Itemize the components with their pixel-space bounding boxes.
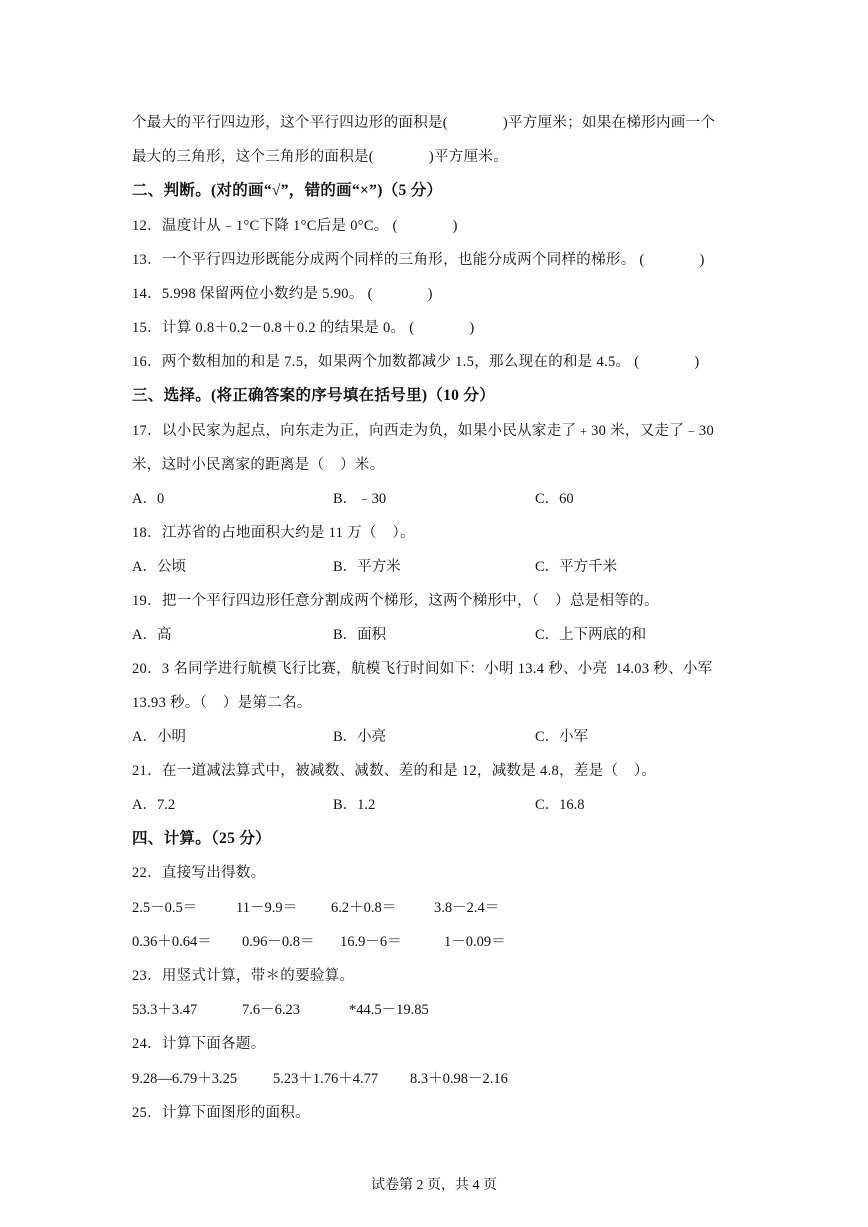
question-20-line2: 13.93 秒。（ ）是第二名。 [132,695,312,711]
q19-option-b: B．面积 [333,627,387,643]
question-25-title: 25．计算下面图形的面积。 [132,1105,310,1121]
q17-option-b: B．﹣30 [333,491,387,507]
q18-option-a: A．公顷 [132,559,186,575]
q21-option-b: B．1.2 [333,797,376,813]
question-12: 12．温度计从﹣1°C下降 1°C后是 0°C。 ( ) [132,218,458,234]
q24-expr: 8.3＋0.98－2.16 [410,1071,508,1087]
q18-option-c: C．平方千米 [535,559,618,575]
question-17-line2: 米，这时小民离家的距离是（ ）米。 [132,457,385,473]
q22-expr: 1－0.09＝ [444,934,506,950]
q24-expr: 9.28—6.79＋3.25 [132,1071,238,1087]
q22-expr: 16.9－6＝ [340,934,402,950]
question-18: 18．江苏省的占地面积大约是 11 万（ ）。 [132,525,415,541]
q18-option-b: B．平方米 [333,559,401,575]
q22-expr: 6.2＋0.8＝ [331,900,397,916]
q22-expr: 3.8－2.4＝ [434,900,500,916]
question-16: 16．两个数相加的和是 7.5，如果两个加数都减少 1.5，那么现在的和是 4.5。 ( ) [132,354,700,370]
section4-heading: 四、计算。（25 分） [132,830,271,847]
q19-option-c: C．上下两底的和 [535,627,647,643]
question-15: 15．计算 0.8＋0.2－0.8＋0.2 的结果是 0。 ( ) [132,320,475,336]
section2-heading: 二、判断。(对的画“√”，错的画“×”)（5 分） [132,182,443,199]
question-20-line1: 20．3 名同学进行航模飞行比赛，航模飞行时间如下：小明 13.4 秒、小亮 14.03 秒、小军 [132,661,713,677]
q20-option-b: B．小亮 [333,729,387,745]
q21-option-a: A．7.2 [132,797,176,813]
question-22-title: 22．直接写出得数。 [132,865,266,881]
q22-expr: 2.5－0.5＝ [132,900,198,916]
q17-option-c: C．60 [535,491,574,507]
q22-expr: 0.96－0.8＝ [242,934,315,950]
q24-expr: 5.23＋1.76＋4.77 [273,1071,379,1087]
q22-expr: 11－9.9＝ [236,900,298,916]
section3-heading: 三、选择。(将正确答案的序号填在括号里)（10 分） [132,387,495,404]
question-24-title: 24．计算下面各题。 [132,1036,266,1052]
question-17-line1: 17．以小民家为起点，向东走为正，向西走为负，如果小民从家走了﹢30 米，又走了﹣30 [132,423,715,439]
q21-option-c: C．16.8 [535,797,585,813]
question-21: 21．在一道减法算式中，被减数、减数、差的和是 12，减数是 4.8，差是（ ）。 [132,763,657,779]
question-19: 19．把一个平行四边形任意分割成两个梯形，这两个梯形中，（ ）总是相等的。 [132,593,659,609]
continued-question-line1: 个最大的平行四边形，这个平行四边形的面积是( )平方厘米；如果在梯形内画一个 [132,115,716,131]
q20-option-a: A．小明 [132,729,186,745]
q17-option-a: A．0 [132,491,165,507]
q23-expr: *44.5－19.85 [349,1002,429,1018]
question-14: 14．5.998 保留两位小数约是 5.90。 ( ) [132,286,433,302]
q23-expr: 7.6－6.23 [242,1002,300,1018]
page-footer: 试卷第 2 页，共 4 页 [371,1178,497,1193]
continued-question-line2: 最大的三角形，这个三角形的面积是( )平方厘米。 [132,149,509,165]
q20-option-c: C．小军 [535,729,589,745]
question-13: 13．一个平行四边形既能分成两个同样的三角形，也能分成两个同样的梯形。 ( ) [132,252,705,268]
q22-expr: 0.36＋0.64＝ [132,934,212,950]
q23-expr: 53.3＋3.47 [132,1002,198,1018]
question-23-title: 23．用竖式计算，带＊的要验算。 [132,968,355,984]
q19-option-a: A．高 [132,627,172,643]
